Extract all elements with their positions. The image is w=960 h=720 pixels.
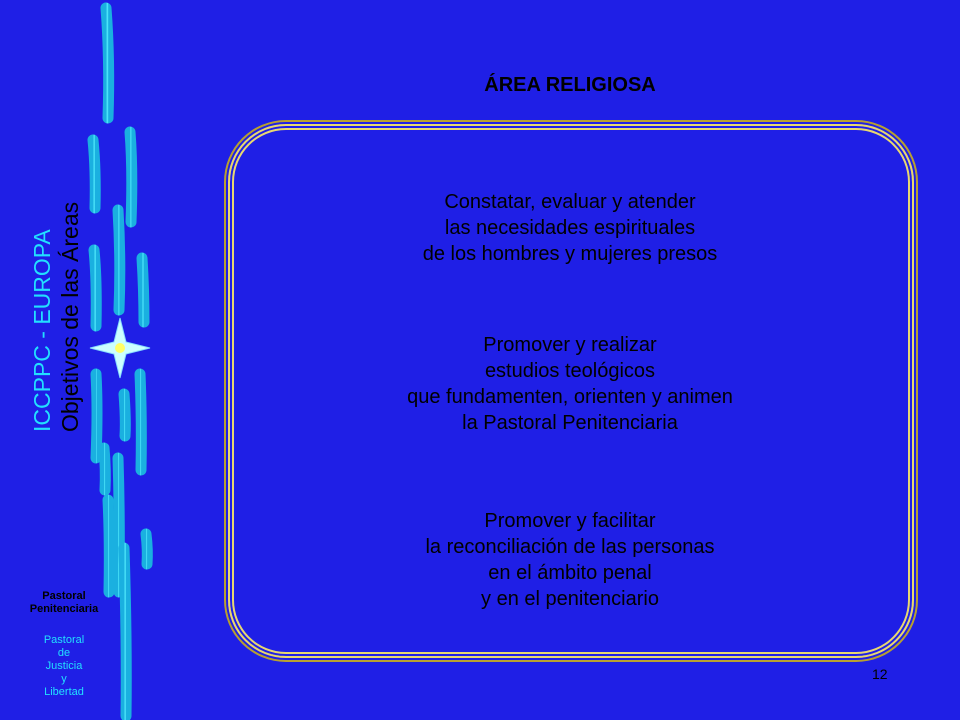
objective-line: Constatar, evaluar y atender [444,191,696,213]
objective-line: la reconciliación de las personas [425,536,715,558]
title-line-objetivos: Objetivos de las Áreas [57,201,83,432]
side-label-line: de [57,647,71,659]
side-label-line: Justicia [45,660,83,672]
objective-line: la Pastoral Penitenciaria [462,412,678,434]
objective-block-2 [290,332,850,436]
objective-line: estudios teológicos [484,360,656,382]
objective-line: en el ámbito penal [488,562,652,584]
side-label-line: Pastoral [42,590,86,602]
objective-line: de los hombres y mujeres presos [422,243,718,265]
title-line-iccppc: ICCPPC - EUROPA [29,229,55,432]
objective-line: las necesidades espirituales [444,217,696,239]
objective-block-1 [290,189,850,267]
objective-line: Promover y realizar [483,334,657,356]
side-label-line: Libertad [44,686,84,698]
side-label-line: Penitenciaria [29,603,99,615]
objective-line: y en el penitenciario [481,588,659,610]
side-label-line: Pastoral [43,634,85,646]
page-number: 12 [872,666,888,682]
side-label-pastoral-penitenciaria [0,590,128,616]
page-title: ÁREA RELIGIOSA [484,74,656,96]
side-label-justicia-libertad [0,634,128,699]
objective-line: Promover y facilitar [484,510,656,532]
side-label-line: y [61,673,67,685]
objective-line: que fundamenten, orienten y animen [407,386,733,408]
objective-block-3 [290,508,850,612]
vertical-title [28,172,84,432]
